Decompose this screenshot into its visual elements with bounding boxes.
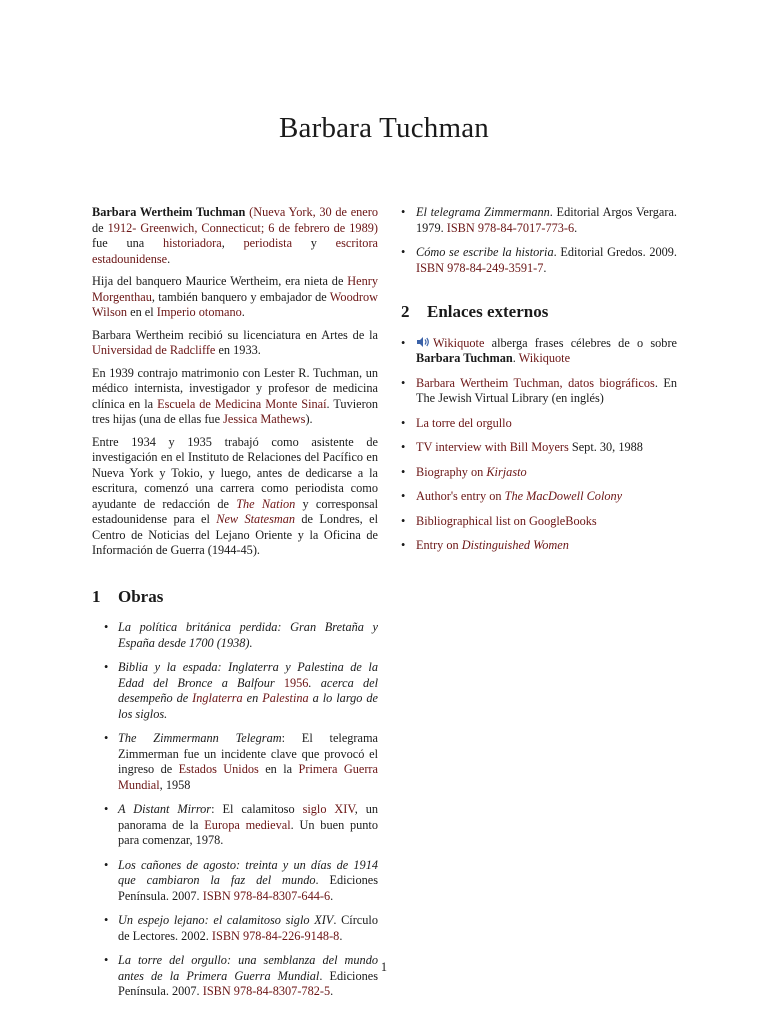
- link-estados-unidos[interactable]: Estados Unidos: [178, 762, 259, 776]
- list-item: • La política británica perdida: Gran Bretaña y España desde 1700 (1938).: [104, 620, 378, 650]
- link-primera-guerra[interactable]: Primera Guerra Mundial: [118, 762, 378, 792]
- link-europa-medieval[interactable]: Europa medieval: [204, 817, 291, 832]
- bullet-icon: •: [104, 857, 109, 872]
- link-distinguished-women[interactable]: Entry on: [416, 538, 462, 552]
- link-palestina[interactable]: Palestina: [262, 691, 309, 705]
- link-historiadora[interactable]: historiadora: [162, 236, 222, 250]
- career-paragraph: Entre 1934 y 1935 trabajó como asistente de investigación en el Instituto de Relaciones del Pacífico en Nueva York y Tokio, y luego, antes de dedicarse a la escritura, comenzó una carrera como periodista como ayudante de redacción de The Nation y corresponsal estadounidense para el New Statesman de Londres, el Centro de Noticias del Lejano Oriente y la Oficina de Información de Guerra (1944-45).: [92, 434, 378, 557]
- bullet-icon: •: [401, 245, 406, 259]
- link-torre-orgullo[interactable]: La torre del orgullo: [416, 415, 512, 430]
- list-item: • El telegrama Zimmermann. Editorial Argos Vergara. 1979. ISBN 978-84-7017-773-6.: [401, 205, 677, 235]
- list-item: • Barbara Wertheim Tuchman, datos biográficos. En The Jewish Virtual Library (en inglés): [401, 375, 677, 405]
- list-item: • Biblia y la espada: Inglaterra y Palestina de la Edad del Bronce a Balfour 1956. acerca del desempeño de Inglaterra en Palestina a lo largo de los siglos.: [104, 660, 379, 721]
- bullet-icon: •: [104, 660, 109, 674]
- works-list-continued: [401, 205, 677, 276]
- bullet-icon: •: [401, 375, 406, 390]
- link-birthplace[interactable]: Nueva York, 30 de enero: [253, 205, 379, 219]
- link-morgenthau[interactable]: Henry Morgenthau: [92, 274, 378, 304]
- list-item: • The Zimmermann Telegram: El telegrama Zimmerman fue un incidente clave que provocó el ingreso de Estados Unidos en la Primera Guerra Mundial, 1958: [104, 731, 378, 792]
- link-wikiquote-2[interactable]: Wikiquote: [518, 351, 571, 365]
- speaker-icon: [416, 336, 430, 348]
- link-macdowell[interactable]: Author's entry on: [416, 489, 505, 503]
- bullet-icon: •: [401, 513, 406, 528]
- list-item: • Entry on Distinguished Women: [401, 538, 569, 552]
- bullet-icon: •: [104, 620, 109, 634]
- list-item: • Biography on Kirjasto: [401, 464, 527, 479]
- bullet-icon: •: [401, 440, 406, 454]
- list-item: • Cómo se escribe la historia. Editorial Gredos. 2009. ISBN 978-84-249-3591-7.: [401, 245, 677, 275]
- link-statesman[interactable]: New Statesman: [216, 512, 296, 526]
- external-links-list: [401, 336, 677, 554]
- marriage-paragraph: En 1939 contrajo matrimonio con Lester R. Tuchman, un médico internista, investigador y profesor de medicina clínica en la Escuela de Medicina Monte Sinaí. Tuvieron tres hijas (una de ellas fue Jessica Mathews).: [92, 365, 378, 426]
- isbn-link[interactable]: ISBN 978-84-7017-773-6: [446, 220, 575, 235]
- isbn-link[interactable]: ISBN 978-84-226-9148-8: [211, 928, 340, 943]
- left-column: [92, 205, 378, 1009]
- bullet-icon: •: [401, 489, 406, 503]
- link-tv-interview[interactable]: TV interview with Bill Moyers: [416, 440, 569, 454]
- isbn-link[interactable]: ISBN 978-84-8307-644-6: [202, 888, 331, 903]
- link-escritora[interactable]: escritora estadounidense: [92, 236, 379, 266]
- list-item: • Wikiquote alberga frases célebres de o sobre Barbara Tuchman. Wikiquote: [401, 335, 677, 365]
- link-wikiquote[interactable]: Wikiquote: [433, 335, 485, 350]
- list-item: • Un espejo lejano: el calamitoso siglo XIV. Círculo de Lectores. 2002. ISBN 978-84-226-9148-8.: [104, 913, 378, 943]
- link-wilson[interactable]: Woodrow Wilson: [92, 289, 378, 319]
- link-periodista[interactable]: periodista: [243, 236, 293, 250]
- link-imperio[interactable]: Imperio otomano: [156, 305, 242, 319]
- link-1956[interactable]: 1956: [283, 675, 309, 690]
- family-paragraph: Hija del banquero Maurice Wertheim, era nieta de Henry Morgenthau, también banquero y embajador de Woodrow Wilson en el Imperio otomano.: [92, 274, 378, 319]
- right-column: [401, 205, 677, 563]
- bullet-icon: •: [401, 538, 406, 552]
- link-jewish-library[interactable]: Barbara Wertheim Tuchman, datos biográficos: [416, 375, 655, 390]
- works-list: [92, 620, 378, 1000]
- link-escuela[interactable]: Escuela de Medicina Monte Sinaí: [157, 396, 327, 411]
- link-kirjasto[interactable]: Biography on: [416, 464, 487, 479]
- link-radcliffe[interactable]: Universidad de Radcliffe: [92, 343, 216, 357]
- link-jessica[interactable]: Jessica Mathews: [223, 412, 306, 426]
- bullet-icon: •: [401, 205, 406, 219]
- list-item: • Los cañones de agosto: treinta y un días de 1914 que cambiaron la faz del mundo. Ediciones Península. 2007. ISBN 978-84-8307-644-6.: [104, 857, 379, 903]
- section-heading-enlaces: 2 Enlaces externos: [401, 302, 549, 321]
- link-1912[interactable]: 1912: [107, 220, 133, 235]
- isbn-link[interactable]: ISBN 978-84-8307-782-5: [202, 984, 331, 998]
- bullet-icon: •: [401, 464, 406, 479]
- list-item: [401, 416, 677, 432]
- page-number: 1: [380, 960, 388, 974]
- list-item: • TV interview with Bill Moyers Sept. 30, 1988: [401, 440, 643, 454]
- education-paragraph: Barbara Wertheim recibió su licenciatura en Artes de la Universidad de Radcliffe en 1933.: [92, 327, 378, 357]
- list-item: • La torre del orgullo: una semblanza del mundo antes de la Primera Guerra Mundial. Ediciones Península. 2007. ISBN 978-84-8307-782-5.: [104, 953, 378, 998]
- list-item: • A Distant Mirror: El calamitoso siglo XIV, un panorama de la Europa medieval. Un buen punto para comenzar, 1978.: [104, 802, 379, 847]
- bullet-icon: •: [104, 802, 109, 816]
- bullet-icon: •: [401, 415, 406, 430]
- intro-paragraph: Barbara Wertheim Tuchman (Nueva York, 30 de enero de 1912- Greenwich, Connecticut; 6 de febrero de 1989) fue una historiadora, periodista y escritora estadounidense.: [92, 205, 379, 266]
- link-nation[interactable]: The Nation: [236, 496, 296, 511]
- bullet-icon: •: [104, 731, 109, 745]
- link-inglaterra[interactable]: Inglaterra: [192, 691, 243, 705]
- link-siglo-xiv[interactable]: siglo XIV: [302, 802, 355, 816]
- list-item: • Author's entry on The MacDowell Colony: [401, 489, 623, 503]
- bullet-icon: •: [104, 913, 109, 927]
- page-title: Barbara Tuchman: [279, 112, 489, 144]
- section-heading-obras: 1 Obras: [92, 586, 164, 606]
- link-death[interactable]: Greenwich, Connecticut; 6 de febrero de 1989: [140, 220, 374, 235]
- list-item: [401, 514, 677, 530]
- bullet-icon: •: [104, 953, 109, 967]
- subject-name: Barbara Wertheim Tuchman: [92, 205, 246, 219]
- isbn-link[interactable]: ISBN 978-84-249-3591-7: [416, 260, 544, 275]
- link-googlebooks[interactable]: Bibliographical list on GoogleBooks: [416, 513, 597, 528]
- bullet-icon: •: [401, 335, 406, 350]
